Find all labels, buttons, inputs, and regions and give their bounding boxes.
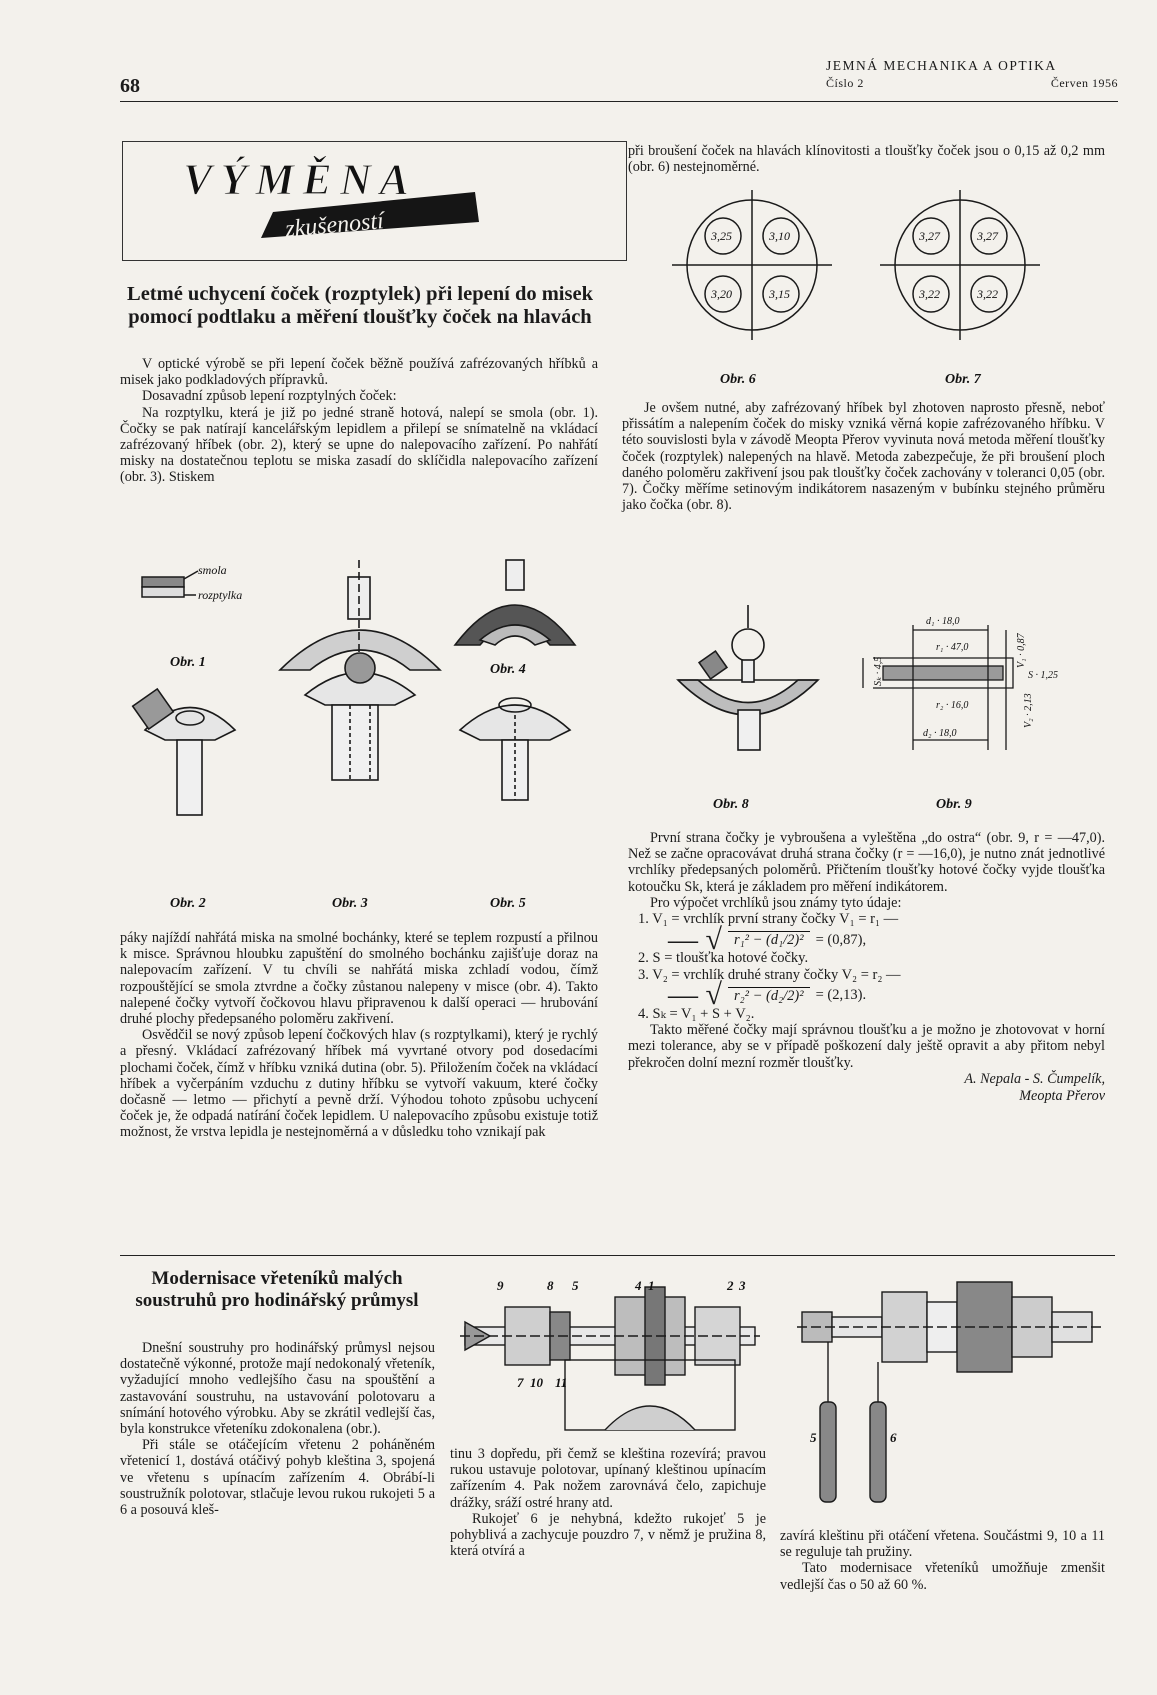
article2-col2 xyxy=(450,1446,766,1559)
part-number: 11 xyxy=(555,1375,568,1390)
figure-spindle-exterior xyxy=(792,1272,1107,1522)
caption-obr-9: Obr. 9 xyxy=(936,797,972,812)
part-number: 1 xyxy=(648,1278,655,1293)
part-number: 3 xyxy=(739,1278,746,1293)
paragraph: Rukojeť 6 je nehybná, kdežto rukojeť 5 je pohyblivá a zachycuje pouzdro 7, v němž je pružina 8, která otvírá a xyxy=(450,1510,766,1560)
magazine-title: JEMNÁ MECHANIKA A OPTIKA xyxy=(826,58,1057,73)
caption-obr-4: Obr. 4 xyxy=(490,662,526,677)
paragraph: Osvědčil se nový způsob lepení čočkových hlav (s rozptylkami), který je rychlý a přesný. Vkládací zafrézovaný hříbek má vyvrtané otvory pod dosedacími plochami čoček, čímž v hříbku vzniká dutina (obr. 5). Přiložením čoček na vkládací hříbek a vyčerpáním vzduchu z dutiny hříbku se vytvoří vakuum, které čočky dočasně — letmo — přichytí a pevně drží. Výhodou tohoto způsobu uchycení čoček je, že odpadá natírání čoček lepidlem. U nalepovacího způsobu existuje totiž možnost, že vrstva lepidla je nestejnoměrná a v důsledku toho vznikají pak xyxy=(120,1027,598,1141)
formula-3: 3. V₂ = vrchlík druhé strany čočky V₂ = r₂ — xyxy=(638,966,901,983)
figure-3 xyxy=(305,653,415,780)
fig9-label-v2: V₂ · 2,13 xyxy=(1023,693,1034,728)
paragraph: zavírá kleštinu při otáčení vřetena. Součástmi 9, 10 a 11 se reguluje tah pružiny. xyxy=(780,1528,1105,1561)
handle-number: 5 xyxy=(810,1430,817,1445)
section-banner xyxy=(122,141,627,261)
formula-3-result: = (2,13). xyxy=(815,987,867,1004)
caption-obr-3: Obr. 3 xyxy=(332,896,368,910)
article-continuation xyxy=(628,143,1105,175)
issue-date: Červen 1956 xyxy=(1050,76,1118,90)
article-intro xyxy=(120,356,598,486)
fig7-value: 3,27 xyxy=(919,229,940,243)
running-header xyxy=(826,58,1118,91)
fig6-value: 3,20 xyxy=(711,287,732,301)
article2-title: Modernisace vřeteníků malých soustruhů pro hodinářský průmysl xyxy=(135,1268,419,1311)
caption-obr-5: Obr. 5 xyxy=(490,896,526,910)
root-expression: r₂² − (d₂/2)² xyxy=(728,987,810,1004)
figure-6 xyxy=(672,190,832,340)
fig6-value: 3,25 xyxy=(711,229,732,243)
formula-1-result: = (0,87), xyxy=(815,931,867,948)
paragraph: Tato modernisace vřeteníků umožňuje zmenšit vedlejší čas o 50 až 60 %. xyxy=(780,1560,1105,1593)
fig7-value: 3,22 xyxy=(977,287,998,301)
paragraph: V optické výrobě se při lepení čoček běžně používá zafrézovaných hříbků a misek jako podkladových přípravků. xyxy=(120,356,598,389)
paragraph: Při stále se otáčejícím vřetenu 2 poháněném vřetenicí 1, dostává otáčivý pohyb kleština 3, spojená ve vřetenu s upínacím zařízením 4. Obrábí-li soustružník polotovar, stlačuje levou rukou rukojeti 5 a 6 a posouvá kleš- xyxy=(120,1437,435,1519)
formula-1: 1. V₁ = vrchlík první strany čočky V₁ = r₁ — xyxy=(638,911,899,928)
caption-obr-7: Obr. 7 xyxy=(945,372,981,387)
figure-7 xyxy=(880,190,1040,340)
sqrt-symbol: — √ xyxy=(668,978,722,1012)
header-rule xyxy=(120,101,1118,102)
page-number: 68 xyxy=(120,75,140,97)
part-number: 10 xyxy=(530,1375,543,1390)
fig9-label-d1: d₁ · 18,0 xyxy=(926,616,960,627)
article-title: Letmé uchycení čoček (rozptylek) při lepení do misek pomocí podtlaku a měření tloušťky čoček na hlavách xyxy=(127,283,593,328)
formula-4: 4. Sₖ = V₁ + S + V₂. xyxy=(638,1006,755,1023)
part-number: 9 xyxy=(497,1278,504,1293)
fig9-label-r2: r₂ · 16,0 xyxy=(936,700,969,711)
author-affiliation: Meopta Přerov xyxy=(1019,1087,1105,1104)
paragraph: při broušení čoček na hlavách klínovitosti a tloušťky čoček jsou o 0,15 až 0,2 mm (obr. 6) nestejnoměrné. xyxy=(628,143,1105,176)
paragraph: Na rozptylku, která je již po jedné straně hotová, nalepí se smola (obr. 1). Čočky se pak natírají kancelářským lepidlem a přilepí se snímatelně na vkládací zafrézovaný hříbek (obr. 2), který se upne do nalepovacího zařízení. Po nahřátí misky na dostatečnou teplotu se miska zasadí do sklíčidla nalepovacího zařízení (obr. 3). Stiskem xyxy=(120,404,598,486)
author xyxy=(628,1071,1105,1105)
figure-spindle-section xyxy=(455,1272,765,1447)
fig9-label-s: S · 1,25 xyxy=(1028,670,1058,681)
fig6-value: 3,15 xyxy=(769,287,790,301)
section-divider xyxy=(120,1255,1115,1256)
root-expression: r₁² − (d₁/2)² xyxy=(728,931,810,948)
figures-1-5 xyxy=(120,555,600,910)
figure-1 xyxy=(142,571,198,597)
figure-2 xyxy=(133,689,235,815)
paragraph: tinu 3 dopředu, při čemž se kleština rozevírá; pravou rukou ustavuje polotovar, upínaný kleštinou upínacím zařízením 4. Pak nožem zarovnává čelo, zapichuje drážky, sráží ostré hrany atd. xyxy=(450,1446,766,1511)
paragraph: První strana čočky je vybroušena a vyleštěna „do ostra“ (obr. 9, r = —47,0). Než se začne opracovávat druhá strana čočky (r = —16,0), je nutno znát jednotlivé vrchlíky předepsaných poloměrů. Přičtením tloušťky hotové čočky vyjde tloušťka kotoučku Sk, která je základem pro měření indikátorem. xyxy=(628,830,1105,895)
figure-8 xyxy=(678,605,818,750)
headstock-drawing xyxy=(797,1282,1102,1502)
banner-subtitle: zkušeností xyxy=(284,208,385,243)
part-number: 7 xyxy=(517,1375,524,1390)
part-number: 5 xyxy=(572,1278,579,1293)
part-number: 8 xyxy=(547,1278,554,1293)
paragraph: Je ovšem nutné, aby zafrézovaný hříbek byl zhotoven naprosto přesně, neboť přissátím a nalepením čoček do misky vzniká věrná kopie zafrézovaného hříbku. V této souvislosti byla v závodě Meopta Přerov vyvinuta nová metoda měření tloušťky čoček (rozptylek) nalepených na hlavě. Metoda zabezpečuje, že při broušení ploch daného poloměru zakřivení jsou pak tloušťky čoček zachovány v toleranci 0,05 (obr. 7). Čočky měříme setinovým indikátorem nasazeným v bubínku stejného průměru jako čočka (obr. 8). xyxy=(622,400,1105,514)
paragraph: Dnešní soustruhy pro hodinářský průmysl nejsou dostatečně výkonné, protože mají nedokonalý vřeteník, vyžadující mnoho vedlejšího času na spouštění a zastavování soustruhu, na ustavování polotovaru a snímání hotového výrobku. Aby se zkrátil vedlejší čas, byla konstrukce vřeteníku zdokonalena (obr.). xyxy=(120,1340,435,1438)
part-number: 2 xyxy=(727,1278,734,1293)
article-formulas xyxy=(628,830,1105,1105)
paragraph: Dosavadní způsob lepení rozptylných čoček: xyxy=(142,388,397,405)
sqrt-symbol: — √ xyxy=(668,922,722,956)
fig9-label-d2: d₂ · 18,0 xyxy=(923,728,957,739)
label-rozptylka: rozptylka xyxy=(198,588,243,602)
formula-3-root xyxy=(668,978,1105,1012)
fig7-value: 3,22 xyxy=(919,287,940,301)
figures-8-9 xyxy=(668,600,1088,815)
fig9-label-sk: Sₖ · 4,5 xyxy=(873,656,884,686)
caption-obr-1: Obr. 1 xyxy=(170,655,206,670)
fig9-label-r1: r₁ · 47,0 xyxy=(936,642,969,653)
handle-number: 6 xyxy=(890,1430,897,1445)
figures-6-7 xyxy=(660,190,1080,390)
spindle-drawing xyxy=(460,1287,760,1430)
issue-number: Číslo 2 xyxy=(826,76,864,90)
figure-4 xyxy=(455,560,575,645)
caption-obr-8: Obr. 8 xyxy=(713,797,749,812)
formula-2: 2. S = tloušťka hotové čočky. xyxy=(638,950,809,967)
fig9-label-v1: V₁ · 0,87 xyxy=(1016,633,1027,668)
part-number: 4 xyxy=(635,1278,642,1293)
paragraph: páky najíždí nahřátá miska na smolné bochánky, které se teplem rozpustí a přilnou k misce. Správnou hloubku zapuštění do smolného bochánku zajišťuje doraz na nalepovacím zařízení. V tu chvíli se nahřátá miska zchladí vodou, čímž rozpouštějící se smola ztvrdne a čočky zůstanou nalepeny v misce (obr. 4). Takto nalepené čočky vytvoří čočkovou hlavu připravenou k další operaci — hrubování druhé plochy předepsaného poloměru zakřivení. xyxy=(120,930,598,1028)
banner-title: VÝMĚNA xyxy=(183,155,417,204)
article2-col3 xyxy=(780,1528,1105,1593)
caption-obr-6: Obr. 6 xyxy=(720,372,756,387)
author-names: A. Nepala - S. Čumpelík, xyxy=(964,1070,1105,1087)
caption-obr-2: Obr. 2 xyxy=(170,896,206,910)
figure-5 xyxy=(460,698,570,800)
article-body-left xyxy=(120,930,598,1141)
article2-col1 xyxy=(120,1340,435,1518)
paragraph: Pro výpočet vrchlíků jsou známy tyto údaje: xyxy=(650,894,902,911)
fig7-value: 3,27 xyxy=(977,229,998,243)
label-smola: smola xyxy=(198,563,227,577)
paragraph: Takto měřené čočky mají správnou tloušťku a je možno je zhotovovat v horní mezi tolerance, aby se v případě poškození daly ještě opravit a aby přitom nebyl překročen dolní mezní rozměr tloušťky. xyxy=(628,1022,1105,1071)
formula-1-root xyxy=(668,922,1105,956)
article-method xyxy=(622,400,1105,513)
fig6-value: 3,10 xyxy=(769,229,790,243)
banner-logo xyxy=(123,142,625,259)
